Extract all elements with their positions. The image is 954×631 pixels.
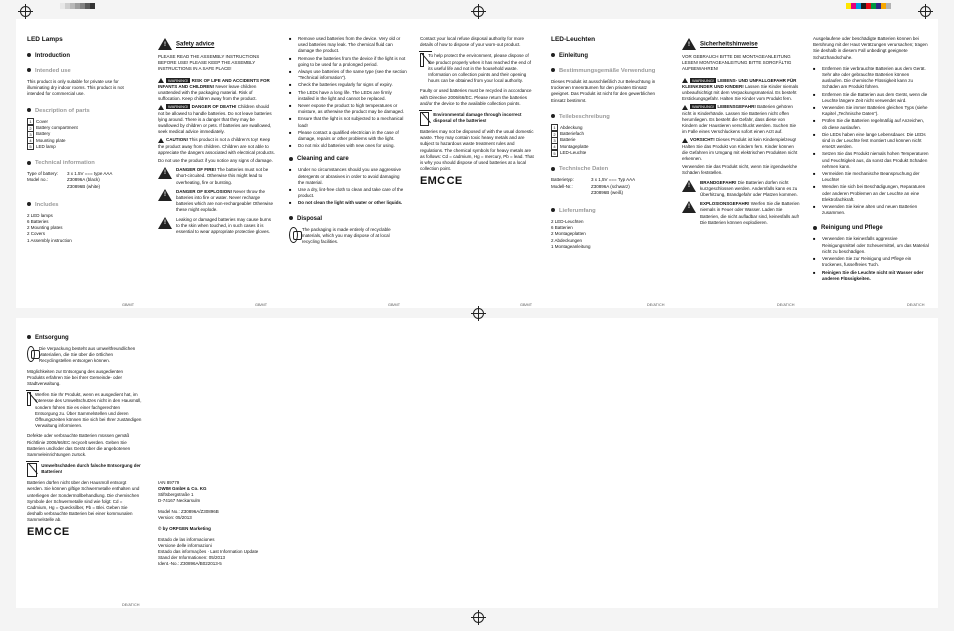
explosion-warning-icon	[158, 189, 172, 201]
parts-list: 1 Abdeckung 2 Batteriefach 3 Batterie 4 Montageplatte 5 LED-Leuchte	[551, 125, 663, 156]
bullet-icon	[551, 167, 555, 171]
list-item: 3 Battery	[27, 131, 139, 137]
en-column-2: !Safety advice PLEASE READ THE ASSEMBLY INSTRUCTIONS BEFORE USE! PLEASE KEEP THE ASSEMBLY INSTRUCTIONS IN A SAFE PLACE! WARNING! RISK OF LIFE AND ACCIDENTS FOR INFANTS AND CHILDREN! Never leave children unattended with the packaging material. Risk of suffocation. Keep children away from the product. WARNING! DANGER OF DEATH! Children should not be allowed to handle batteries. Do not leave batteries lying around. There is a danger that they may be swallowed by children or pets. If batteries are swallowed, seek medical advice immediately. CAUTION! This product is not a children's toy! Keep the product away from children. Children are not able to appreciate the dangers associated with electrical products. Do not use the product if you notice any signs of damage. ! DANGER OF FIRE! The batteries must not be short-circuited. Otherwise this might lead to overheating, fire or bursting. ! DANGER OF EXPLOSION! Never throw the batteries into fire or water. Never recharge batteries which are non-rechargeable! Otherwise these might explode. ! Leaking or damaged batteries may cause burns to the skin when touched, in such cases it is essential to wear appropriate protective gloves.	[158, 38, 276, 235]
page-code: GB/MT	[520, 303, 533, 307]
safety-list: ■ Remove used batteries from the device. Very old or used batteries may leak. The chemical fluid can damage the product. ■ Remove the batteries from the device if the light is not going to be used for a prolonged period. ■ Always use batteries of the same type (see the section "Technical information"). ■ Check the batteries regularly for signs of expiry. ■ The LEDs have a long life. The LEDs are firmly installed in the light and cannot be replaced. ■ Never expose the product to high temperatures or moisture, as otherwise the product may be damaged. ■ Ensure that the light is not subjected to a mechanical load! ■ Please contact a qualified electrician in the case of damage, repairs or other problems with the light. ■ Do not mix old batteries with new ones for using.	[289, 36, 407, 149]
de-column-1: LED-Leuchten Einleitung Bestimmungsgemäße Verwendung Dieses Produkt ist ausschließlich zur Beleuchtung in trockenen Innenräumen für den privaten Einsatz geeignet. Das Produkt ist nicht für den gewerblichen Einsatz bestimmt. Teilebeschreibung 1 Abdeckung 2 Batteriefach 3 Batterie 4 Montageplatte 5 LED-Leuchte Technische Daten Batterietyp: 3 x 1,5V === Typ AAA Modell-Nr.: Z30896A (schwarz) Z30896B (weiß) Lieferumfang 2 LED-Leuchten 6 Batterien 2 Montageplatten 2 Abdeckungen 1 Montageanleitung	[551, 36, 663, 250]
safety-item: ! EXPLOSIONSGEFAHR! Werfen Sie die Batterien niemals in Feuer oder Wasser. Laden Sie Batterien, die nicht aufladbar sind, keinesfalls auf! Die Batterien können explodieren.	[682, 201, 800, 226]
warning-icon	[682, 78, 688, 83]
bullet-icon	[27, 68, 31, 72]
list-item: 2 Battery compartment	[27, 125, 139, 131]
list-item: 1 Cover	[27, 119, 139, 125]
section-heading: Introduction	[27, 52, 139, 60]
color-bar	[846, 3, 891, 9]
warning-icon	[682, 105, 688, 110]
tech-row: Z30896B (white)	[67, 183, 101, 189]
list-item: 4 Mounting plate	[27, 138, 139, 144]
page-code: DE/AT/CH	[122, 603, 140, 607]
safety-item: ! DANGER OF EXPLOSION! Never throw the batteries into fire or water. Never recharge batteries which are non-rechargeable! Otherwise these might explode.	[158, 189, 276, 214]
de-column-3: Ausgelaufene oder beschädigte Batterien können bei Berührung mit der Haut Verätzungen verursachen; tragen Sie deshalb in diesem Fall unbedingt geeignete Schutzhandschuhe. ■ Entfernen Sie verbrauchte Batterien aus dem Gerät. Sehr alte oder gebrauchte Batterien können auslaufen. Die chemische Flüssigkeit kann zu Schäden am Produkt führen. ■ Entfernen Sie die Batterien aus dem Gerät, wenn die Leuchte längere Zeit nicht verwendet wird. ■ Verwenden Sie immer Batterien gleichen Typs (siehe Kapitel „Technische Daten“). ■ Prüfen Sie die Batterien regelmäßig auf Anzeichen, ob diese auslaufen. ■ Die LEDs haben eine lange Lebensdauer. Die LEDs sind in der Leuchte fest montiert und können nicht ersetzt werden. ■ Setzen Sie das Produkt niemals hohen Temperaturen und Feuchtigkeit aus, da sonst das Produkt Schaden nehmen kann. ■ Vermeiden Sie mechanische Beanspruchung der Leuchte! ■ Wenden Sie sich bei Beschädigungen, Reparaturen oder anderen Problemen an der Leuchte an eine Elektrofachkraft. ■ Verwenden Sie keine alten und neuen Batterien zusammen. Reinigung und Pflege ■ Verwenden Sie keinesfalls aggressive Reinigungsmittel oder Scheuermittel, um das Material nicht zu beschädigen. ■ Verwenden Sie zur Reinigung und Pflege ein trockenes, fusselfreies Tuch. ■ Reinigen Sie die Leuchte nicht mit Wasser oder anderen Flüssigkeiten.	[813, 36, 929, 283]
bullet-icon	[813, 226, 817, 230]
tech-row: Type of battery: 3 x 1.5V === type AAA	[27, 171, 113, 177]
en-column-3	[289, 36, 407, 245]
safety-item: VORSICHT! Dieses Produkt ist kein Kinderspielzeug! Halten Sie das Produkt von Kindern fern. Kinder können die Gefahren im Umgang mit elektrischen Produkten nicht erkennen.	[682, 137, 798, 162]
warning-icon	[158, 78, 164, 83]
crossed-bin-icon	[27, 463, 37, 477]
disposal-item: To help protect the environment, please dispose of the product properly when it has reached the end of its useful life and not in the household waste. Information on collection points and their opening hours can be obtained from your local authority.	[420, 53, 536, 84]
sub-heading: Technical information	[27, 160, 139, 167]
safety-item: WARNING! DANGER OF DEATH! Children should not be allowed to handle batteries. Do not leave batteries lying around. There is a danger that they may be swallowed by children or pets. If batteries are swallowed, seek medical advice immediately.	[158, 104, 272, 135]
sub-heading: Description of parts	[27, 108, 139, 115]
crossed-bin-icon	[420, 112, 429, 126]
page-code: DE/AT/CH	[647, 303, 665, 307]
bullet-icon	[27, 53, 31, 57]
recycling-icon	[289, 227, 298, 243]
de-column-4: Entsorgung Die Verpackung besteht aus umweltfreundlichen Materialien, die Sie über die örtlichen Recyclingstellen entsorgen können. Möglichkeiten zur Entsorgung des ausgedienten Produkts erfahren Sie bei Ihrer Gemeinde- oder Stadtverwaltung. Werfen Sie Ihr Produkt, wenn es ausgedient hat, im Interesse des Umweltschutzes nicht in den Hausmüll, sondern führen Sie es einer fachgerechten Entsorgung zu. Über Sammelstellen und deren Öffnungszeiten können Sie sich bei Ihrer zuständigen Verwaltung informieren. Defekte oder verbrauchte Batterien müssen gemäß Richtlinie 2006/66/EC recycelt werden. Geben Sie Batterien und/oder das Gerät über die angebotenen Sammeleinrichtungen zurück. Umweltschäden durch falsche Entsorgung der Batterien! Batterien dürfen nicht über den Hausmüll entsorgt werden. Sie können giftige Schwermetalle enthalten und unterliegen der Sondermüllbehandlung. Die chemischen Symbole der Schwermetalle sind wie folgt: Cd = Cadmium, Hg = Quecksilber, Pb = Blei. Geben Sie deshalb verbrauchte Batterien bei einer kommunalen Sammelstelle ab. EMC CE	[27, 335, 142, 538]
crossed-bin-icon	[420, 53, 424, 67]
sub-heading: Includes	[27, 202, 139, 209]
warning-icon	[158, 105, 164, 110]
fire-warning-icon	[682, 180, 696, 192]
includes-list: 2 LED lamps 6 Batteries 2 Mounting plates 2 Covers 1 Assembly instruction	[27, 212, 72, 243]
imprint: IAN 89779 OWIM GmbH & Co. KG Stiftsbergstraße 1 D-74167 Neckarsulm Model No.: Z30896A/Z30896B Version: 05/2013 © by ORFGEN Marketing Estado de las informaciones Versione delle informazioni Estado das informações · Last Information Update Stand der Informationen: 05/2013 Ident.-No.: Z30896A/B022013-5	[158, 480, 259, 566]
bullet-icon	[551, 114, 555, 118]
section-heading: Cleaning and care	[289, 155, 407, 163]
safety-item: CAUTION! This product is not a children's toy! Keep the product away from children. Children are not able to appreciate the dangers associated with electrical products.	[158, 137, 275, 155]
sub-heading: Intended use	[27, 68, 139, 75]
page-title: LED Lamps	[27, 36, 63, 43]
bullet-icon	[289, 157, 293, 161]
safety-list: ■ Entfernen Sie verbrauchte Batterien aus dem Gerät. Sehr alte oder gebrauchte Batterien können auslaufen. Die chemische Flüssigkeit kann zu Schäden am Produkt führen. ■ Entfernen Sie die Batterien aus dem Gerät, wenn die Leuchte längere Zeit nicht verwendet wird. ■ Verwenden Sie immer Batterien gleichen Typs (siehe Kapitel „Technische Daten“). ■ Prüfen Sie die Batterien regelmäßig auf Anzeichen, ob diese auslaufen. ■ Die LEDs haben eine lange Lebensdauer. Die LEDs sind in der Leuchte fest montiert und können nicht ersetzt werden. ■ Setzen Sie das Produkt niemals hohen Temperaturen und Feuchtigkeit aus, da sonst das Produkt Schaden nehmen kann. ■ Vermeiden Sie mechanische Beanspruchung der Leuchte! ■ Wenden Sie sich bei Beschädigungen, Reparaturen oder anderen Problemen an der Leuchte an eine Elektrofachkraft. ■ Verwenden Sie keine alten und neuen Batterien zusammen.	[813, 66, 929, 217]
safety-item: Do not use the product if you notice any signs of damage.	[158, 158, 273, 164]
safety-item: WARNUNG! LEBENSGEFAHR! Batterien gehören nicht in Kinderhände. Lassen Sie Batterien nicht offen herumliegen. Es besteht die Gefahr, dass diese von Kindern oder Haustieren verschluckt werden. Suchen Sie im Falle eines Verschluckens sofort einen Arzt auf.	[682, 104, 797, 135]
warning-icon	[158, 138, 164, 143]
warning-triangle-icon	[158, 38, 172, 50]
safety-item: Verwenden Sie das Produkt nicht, wenn Sie irgendwelche Schäden feststellen.	[682, 164, 798, 176]
page-code: GB/MT	[255, 303, 268, 307]
crossed-bin-icon	[27, 392, 31, 406]
bullet-icon	[551, 208, 555, 212]
page-code: DE/AT/CH	[907, 303, 925, 307]
page-code: GB/MT	[122, 303, 135, 307]
bottom-spread	[16, 318, 938, 608]
disposal-item: The packaging is made entirely of recyclable materials, which you may dispose of at local recycling facilities.	[289, 227, 407, 246]
safety-item: WARNUNG! LEBENS- UND UNFALLGEFAHR FÜR KLEINKINDER UND KINDER! Lassen Sie Kinder niemals unbeaufsichtigt mit dem Verpackungsmaterial. Es besteht Erstickungsgefahr. Halten Sie Kinder vom Produkt fern.	[682, 77, 799, 102]
care-list: ■ Under no circumstances should you use aggressive detergents or abrasives in order to avoid damaging the material. ■ Use a dry, lint-free cloth to clean and take care of the product. ■ Do not clean the light with water or other liquids.	[289, 167, 407, 206]
bullet-icon	[289, 216, 293, 220]
safety-item: ! BRANDGEFAHR! Die Batterien dürfen nicht kurzgeschlossen werden. Andernfalls kann es zu Überhitzung, Brandgefahr oder Platzen kommen.	[682, 180, 800, 199]
en-column-1	[27, 36, 139, 244]
explosion-warning-icon	[682, 201, 696, 213]
bullet-icon	[27, 335, 31, 339]
registration-mark	[920, 6, 931, 17]
section-heading: !Safety advice	[158, 38, 276, 50]
color-bar	[60, 3, 95, 9]
en-column-4: Contact your local refuse disposal authority for more details of how to dispose of your worn-out product. To help protect the environment, please dispose of the product properly when it has reached the end of its useful life and not in the household waste. Information on collection points and their opening hours can be obtained from your local authority. Faulty or used batteries must be recycled in accordance with Directive 2006/66/EC. Please return the batteries and/or the device to the available collection points. Environmental damage through incorrect disposal of the batteries! Batteries may not be disposed of with the usual domestic waste. They may contain toxic heavy metals and are subject to hazardous waste treatment rules and regulations. The chemical symbols for heavy metals are as follows: Cd = cadmium, Hg = mercury, Pb = lead. That is why you should dispose of used batteries at a local collection point. EMC CE	[420, 36, 536, 187]
includes-list: 2 LED-Leuchten 6 Batterien 2 Montageplatten 2 Abdeckungen 1 Montageanleitung	[551, 218, 591, 249]
emc-ce-marks: EMC CE	[27, 525, 70, 538]
de-column-2: !Sicherheitshinweise VOR GEBRAUCH BITTE DIE MONTAGEANLEITUNG LESEN! MONTAGEANLEITUNG BITTE SORGFÄLTIG AUFBEWAHREN! WARNUNG! LEBENS- UND UNFALLGEFAHR FÜR KLEINKINDER UND KINDER! Lassen Sie Kinder niemals unbeaufsichtigt mit dem Verpackungsmaterial. Es besteht Erstickungsgefahr. Halten Sie Kinder vom Produkt fern. WARNUNG! LEBENSGEFAHR! Batterien gehören nicht in Kinderhände. Lassen Sie Batterien nicht offen herumliegen. Es besteht die Gefahr, dass diese von Kindern oder Haustieren verschluckt werden. Suchen Sie im Falle eines Verschluckens sofort einen Arzt auf. VORSICHT! Dieses Produkt ist kein Kinderspielzeug! Halten Sie das Produkt von Kindern fern. Kinder können die Gefahren im Umgang mit elektrischen Produkten nicht erkennen. Verwenden Sie das Produkt nicht, wenn Sie irgendwelche Schäden feststellen. ! BRANDGEFAHR! Die Batterien dürfen nicht kurzgeschlossen werden. Andernfalls kann es zu Überhitzung, Brandgefahr oder Platzen kommen. ! EXPLOSIONSGEFAHR! Werfen Sie die Batterien niemals in Feuer oder Wasser. Laden Sie Batterien, die nicht aufladbar sind, keinesfalls auf! Die Batterien können explodieren.	[682, 38, 800, 226]
section-heading: Disposal	[289, 215, 407, 223]
registration-mark	[473, 612, 484, 623]
bullet-icon	[27, 202, 31, 206]
corrosion-warning-icon	[158, 217, 172, 229]
safety-item: ! Leaking or damaged batteries may cause burns to the skin when touched, in such cases it is essential to wear appropriate protective gloves.	[158, 217, 276, 236]
intended-text: This product is only suitable for private use for illuminating dry indoor rooms. This product is not intended for commercial use.	[27, 79, 124, 97]
care-list: ■ Verwenden Sie keinesfalls aggressive Reinigungsmittel oder Scheuermittel, um das Material nicht zu beschädigen. ■ Verwenden Sie zur Reinigung und Pflege ein trockenes, fusselfreies Tuch. ■ Reinigen Sie die Leuchte nicht mit Wasser oder anderen Flüssigkeiten.	[813, 236, 929, 281]
bullet-icon	[27, 161, 31, 165]
safety-item: WARNING! RISK OF LIFE AND ACCIDENTS FOR INFANTS AND CHILDREN! Never leave children unattended with the packaging material. Risk of suffocation. Keep children away from the product.	[158, 77, 270, 102]
fire-warning-icon	[158, 167, 172, 179]
bullet-icon	[27, 108, 31, 112]
warning-triangle-icon	[682, 38, 696, 50]
warning-icon	[682, 138, 688, 143]
registration-mark	[20, 6, 31, 17]
registration-mark	[473, 6, 484, 17]
bullet-icon	[551, 68, 555, 72]
disposal-item: Environmental damage through incorrect disposal of the batteries!	[420, 112, 536, 126]
list-item: 5 LED lamp	[27, 144, 139, 150]
recycling-icon	[27, 346, 35, 362]
emc-ce-marks: EMC CE	[420, 175, 463, 188]
bullet-icon	[551, 53, 555, 57]
parts-list	[27, 119, 139, 150]
page-code: DE/AT/CH	[777, 303, 795, 307]
tech-row: Model no.: Z30896A (black)	[27, 177, 100, 183]
registration-mark	[473, 308, 484, 319]
safety-item: ! DANGER OF FIRE! The batteries must not be short-circuited. Otherwise this might lead to overheating, fire or bursting.	[158, 167, 276, 186]
page-code: GB/MT	[388, 303, 401, 307]
